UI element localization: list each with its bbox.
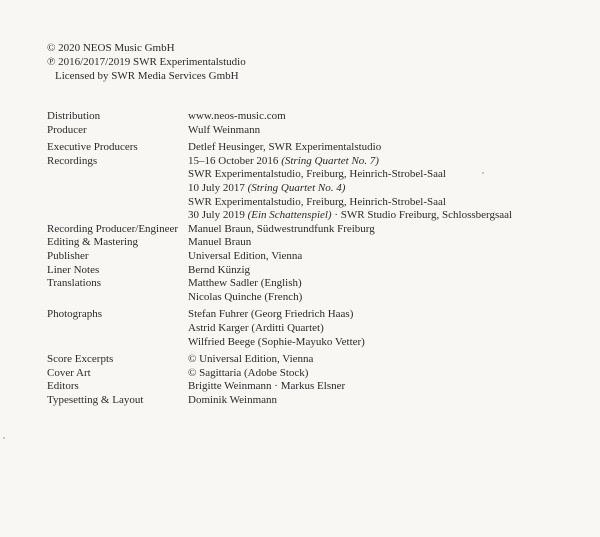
credit-value: Manuel Braun <box>188 236 252 249</box>
credit-liner-notes <box>47 264 587 278</box>
credit-value: Matthew Sadler (English) <box>188 277 302 290</box>
credit-editing <box>47 236 587 250</box>
credit-value: www.neos-music.com <box>188 110 286 122</box>
credit-label: Publisher <box>47 249 89 262</box>
credit-value: Wulf Weinmann <box>188 123 261 136</box>
credit-label: Recording Producer/Engineer <box>47 222 179 235</box>
credit-label: Cover Art <box>47 366 91 379</box>
credits-list <box>47 110 587 407</box>
paper-speck <box>482 172 484 174</box>
credit-recording-producer <box>47 223 587 237</box>
credit-label: Editors <box>47 380 79 393</box>
phonogram-line: ℗ 2016/2017/2019 SWR Experimentalstudio <box>47 56 246 68</box>
credit-value: Nicolas Quinche (French) <box>188 290 303 303</box>
credit-producer <box>47 124 587 138</box>
credit-publisher <box>47 250 587 264</box>
credit-typesetting <box>47 394 587 408</box>
credit-label: Translations <box>47 277 101 290</box>
recording-line: 30 July 2019 (Ein Schattenspiel) · SWR Studio Freiburg, Schlossbergsaal <box>188 209 513 222</box>
license-line: Licensed by SWR Media Services GmbH <box>55 70 239 82</box>
credit-translations <box>47 277 587 304</box>
credit-cover-art <box>47 367 587 381</box>
credit-label: Producer <box>47 123 87 136</box>
credit-value: Manuel Braun, Südwestrundfunk Freiburg <box>188 222 375 235</box>
credit-label: Distribution <box>47 110 101 122</box>
credit-photographs <box>47 308 587 349</box>
credit-value: Astrid Karger (Arditti Quartet) <box>188 321 324 334</box>
credit-value: Bernd Künzig <box>188 263 251 276</box>
credit-values <box>188 155 512 223</box>
copyright-block <box>47 41 246 83</box>
recording-line: SWR Experimentalstudio, Freiburg, Heinrich-Strobel-Saal <box>188 168 446 181</box>
credit-label: Executive Producers <box>47 141 138 154</box>
credit-label: Liner Notes <box>47 263 100 276</box>
credit-recordings <box>47 155 587 223</box>
credit-editors <box>47 380 587 394</box>
credit-label: Recordings <box>47 154 98 167</box>
credit-score-excerpts <box>47 353 587 367</box>
credit-value: Brigitte Weinmann · Markus Elsner <box>188 380 346 393</box>
credit-values <box>188 308 365 349</box>
credit-distribution <box>47 110 587 124</box>
recording-line: 15–16 October 2016 (String Quartet No. 7) <box>188 154 379 167</box>
credit-values <box>188 277 302 304</box>
recording-line: SWR Experimentalstudio, Freiburg, Heinrich-Strobel-Saal <box>188 195 446 208</box>
credit-value: Stefan Fuhrer (Georg Friedrich Haas) <box>188 308 354 321</box>
credit-label: Editing & Mastering <box>47 236 139 249</box>
credit-executive-producers <box>47 141 587 155</box>
credit-value: © Sagittaria (Adobe Stock) <box>188 366 309 379</box>
copyright-line: © 2020 NEOS Music GmbH <box>47 42 175 54</box>
credit-value: © Universal Edition, Vienna <box>188 353 314 366</box>
credit-label: Typesetting & Layout <box>47 393 144 406</box>
recording-line: 10 July 2017 (String Quartet No. 4) <box>188 181 346 194</box>
credit-label: Photographs <box>47 308 102 321</box>
paper-speck <box>3 437 5 439</box>
credit-value: Detlef Heusinger, SWR Experimentalstudio <box>188 141 382 154</box>
credit-value: Dominik Weinmann <box>188 393 278 406</box>
credit-value: Universal Edition, Vienna <box>188 249 303 262</box>
credit-label: Score Excerpts <box>47 353 114 366</box>
credit-value: Wilfried Beege (Sophie-Mayuko Vetter) <box>188 335 365 348</box>
